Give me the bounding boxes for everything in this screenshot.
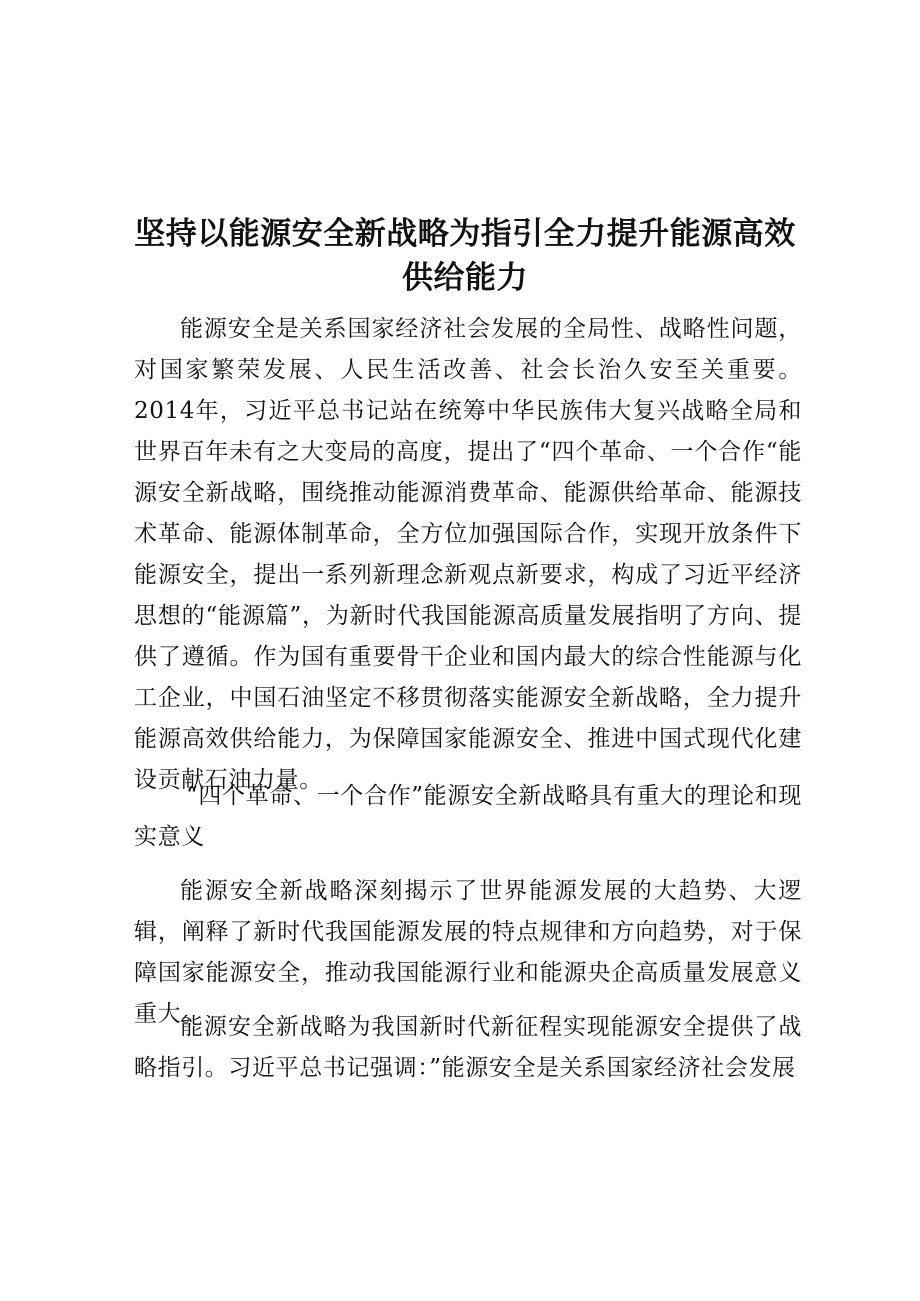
paragraph-intro: 能源安全是关系国家经济社会发展的全局性、战略性问题，对国家繁荣发展、人民生活改善、社会长治久安至关重要。2014年，习近平总书记站在统筹中华民族伟大复兴战略全局和世界百年未有之大变局的高度，提出了“四个革命、一个合作“能源安全新战略，围绕推动能源消费革命、能源供给革命、能源技术革命、能源体制革命，全方位加强国际合作，实现开放条件下能源安全，提出一系列新理念新观点新要求，构成了习近平经济思想的“能源篇”，为新时代我国能源高质量发展指明了方向、提供了遵循。作为国有重要骨干企业和国内最大的综合性能源与化工企业，中国石油坚定不移贯彻落实能源安全新战略，全力提升能源高效供给能力，为保障国家能源安全、推进中国式现代化建设贡献石油力量。 — [134, 316, 802, 793]
paragraph-strategy-guidance: 能源安全新战略为我国新时代新征程实现能源安全提供了战略指引。习近平总书记强调：”能源安全是关系国家经济社会发展 — [134, 1014, 802, 1081]
document-title: 坚持以能源安全新战略为指引全力提升能源高效供给能力 — [134, 216, 796, 296]
paragraph-significance: 能源安全新战略深刻揭示了世界能源发展的大趋势、大逻辑，阐释了新时代我国能源发展的特点规律和方向趋势，对于保障国家能源安全，推动我国能源行业和能源央企高质量发展意义重大。 — [134, 878, 802, 1027]
section-heading: “四个革命、一个合作”能源安全新战略具有重大的理论和现实意义 — [134, 783, 802, 850]
